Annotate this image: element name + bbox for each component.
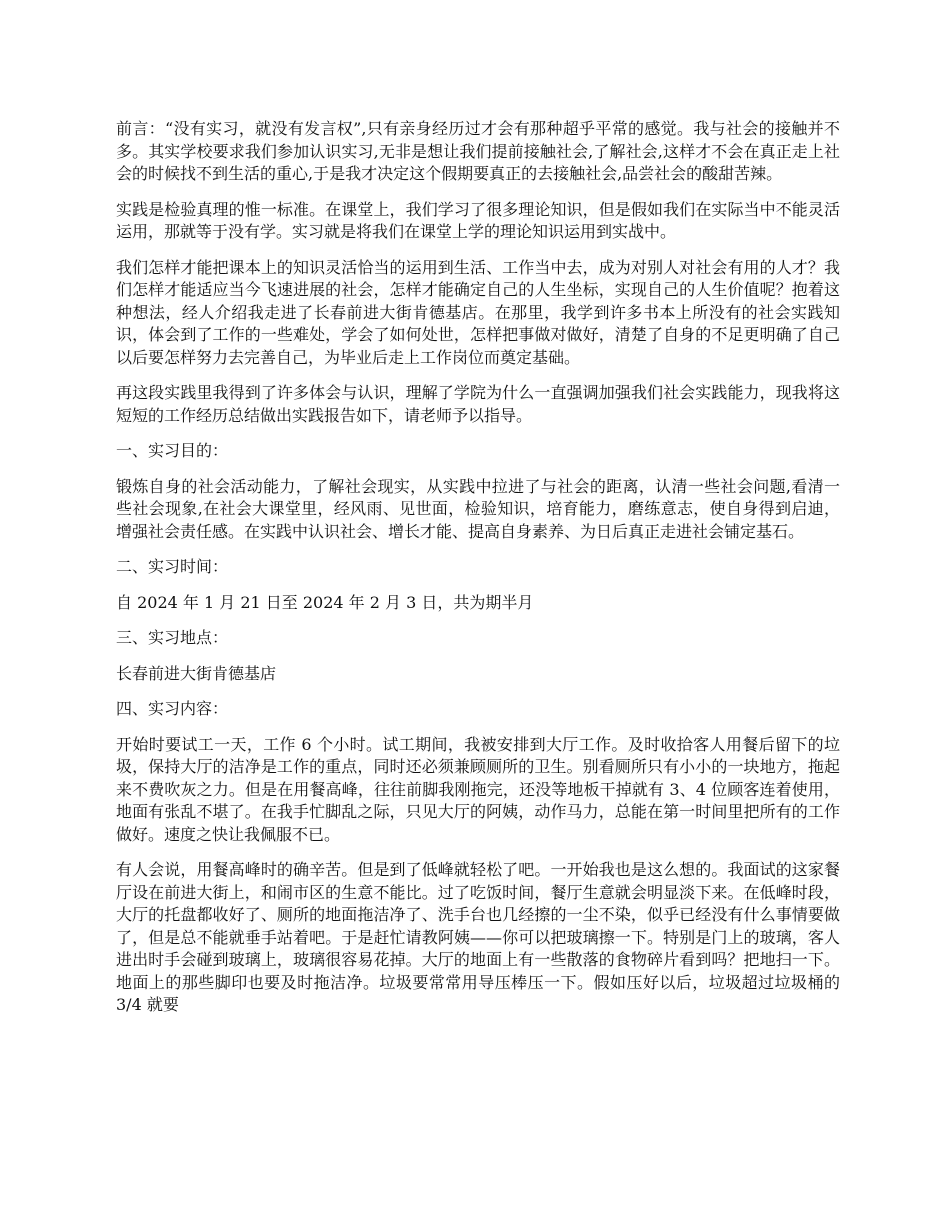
section-heading-purpose: 一、实习目的： [116, 441, 229, 460]
experience-summary-paragraph: 再这段实践里我得到了许多体会与认识，理解了学院为什么一直强调加强我们社会实践能力，现我将这短短的工作经历总结做出实践报告如下，请老师予以指导。 [116, 383, 840, 425]
section-heading-location: 三、实习地点： [116, 628, 229, 647]
content-paragraph-2: 有人会说，用餐高峰时的确辛苦。但是到了低峰就轻松了吧。一开始我也是这么想的。我面试的这家餐厅设在前进大街上，和闹市区的生意不能比。过了吃饭时间，餐厅生意就会明显淡下来。在低峰时段，大厅的托盘都收好了、厕所的地面拖洁净了、洗手台也几经擦的一尘不染，似乎已经没有什么事情要做了，但是总不能就垂手站着吧。于是赶忙请教阿姨——你可以把玻璃擦一下。特别是门上的玻璃，客人进出时手会碰到玻璃上，玻璃很容易花掉。大厅的地面上有一些散落的食物碎片看到吗？把地扫一下。地面上的那些脚印也要及时拖洁净。垃圾要常常用导压棒压一下。假如压好以后，垃圾超过垃圾桶的 3/4 就要 [116, 860, 840, 1014]
document-page [116, 118, 840, 1030]
location-paragraph: 长春前进大街肯德基店 [116, 663, 277, 683]
section-heading-time: 二、实习时间： [116, 557, 229, 576]
how-to-apply-paragraph: 我们怎样才能把课本上的知识灵活恰当的运用到生活、工作当中去，成为对别人对社会有用的人才？我们怎样才能适应当今飞速进展的社会，怎样才能确定自己的人生坐标，实现自己的人生价值呢？抱着这种想法，经人介绍我走进了长春前进大街肯德基店。在那里，我学到许多书本上所没有的社会实践知识，体会到了工作的一些难处，学会了如何处世，怎样把事做对做好，清楚了自身的不足更明确了自己以后要怎样努力去完善自己，为毕业后走上工作岗位而奠定基础。 [116, 257, 840, 367]
section-heading-content: 四、实习内容： [116, 699, 229, 718]
practice-truth-paragraph: 实践是检验真理的惟一标准。在课堂上，我们学习了很多理论知识，但是假如我们在实际当中不能灵活运用，那就等于没有学。实习就是将我们在课堂上学的理论知识运用到实战中。 [116, 199, 840, 241]
preface-paragraph: 前言：“没有实习，就没有发言权”,只有亲身经历过才会有那种超乎平常的感觉。我与社会的接触并不多。其实学校要求我们参加认识实习,无非是想让我们提前接触社会,了解社会,这样才不会在真正走上社会的时候找不到生活的重心,于是我才决定这个假期要真正的去接触社会,品尝社会的酸甜苦辣。 [116, 119, 840, 183]
content-paragraph-1: 开始时要试工一天，工作 6 个小时。试工期间，我被安排到大厅工作。及时收拾客人用餐后留下的垃圾，保持大厅的洁净是工作的重点，同时还必须兼顾厕所的卫生。别看厕所只有小小的一块地方，拖起来不费吹灰之力。但是在用餐高峰，往往前脚我刚拖完，还没等地板干掉就有 3、4 位顾客连着使用，地面有张乱不堪了。在我手忙脚乱之际，只见大厅的阿姨，动作马力，总能在第一时间里把所有的工作做好。速度之快让我佩服不已。 [116, 734, 840, 844]
purpose-paragraph: 锻炼自身的社会活动能力，了解社会现实，从实践中拉进了与社会的距离，认清一些社会问题,看清一些社会现象,在社会大课堂里，经风雨、见世面，检验知识，培育能力，磨练意志，使自身得到启迪，增强社会责任感。在实践中认识社会、增长才能、提高自身素养、为日后真正走进社会铺定基石。 [116, 476, 840, 541]
time-paragraph: 自 2024 年 1 月 21 日至 2024 年 2 月 3 日，共为期半月 [116, 592, 534, 612]
